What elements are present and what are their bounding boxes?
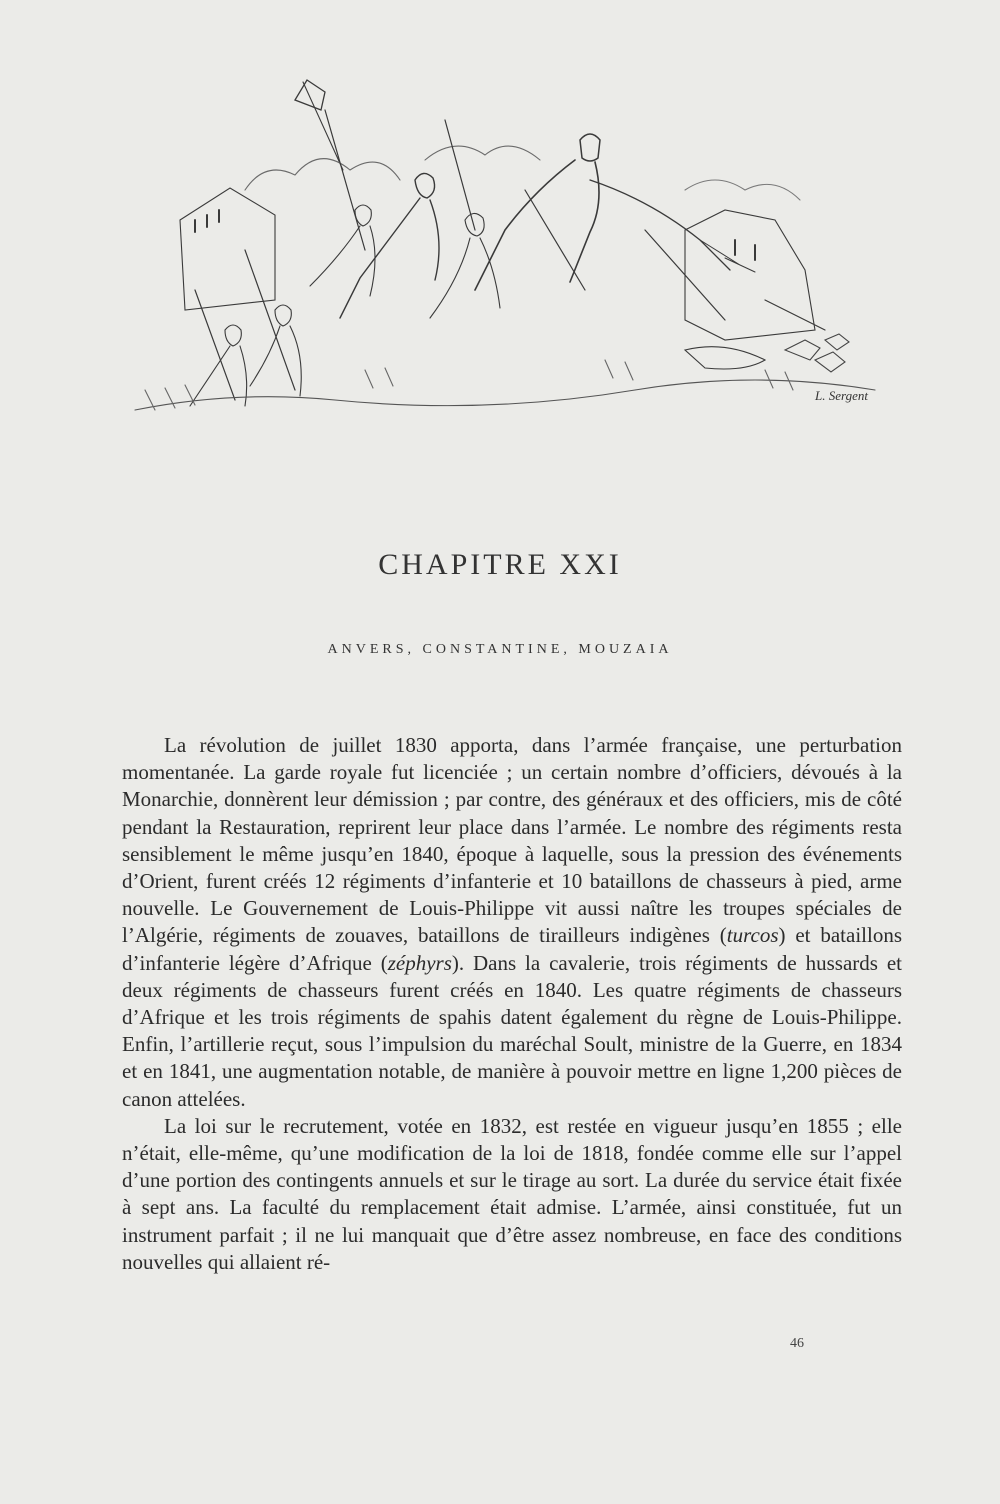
chapter-title: CHAPITRE XXI <box>378 548 622 581</box>
paragraph-2-text: La loi sur le recrutement, votée en 1832, est restée en vigueur jusqu’en 1855 ; elle n’était, elle-même, qu’une modification de la loi de 1818, fondée comme elle sur l’appel d’une portion des contingents annuels et sur le tirage au sort. La durée du service était fixée à sept ans. La faculté du remplacement était admise. L’armée, ainsi constituée, fut un instrument parfait ; il ne lui manquait que d’être assez nombreuse, en face des conditions nouvelles qui allaient ré- <box>122 1113 902 1274</box>
paragraph-1 <box>122 732 902 1113</box>
paragraph-1-text-a: La révolution de juillet 1830 apporta, dans l’armée française, une perturbation momentanée. La garde royale fut licenciée ; un certain nombre d’officiers, dévoués à la Monarchie, donnèrent leur démission ; par contre, des généraux et des officiers, mis de côté pendant la Restauration, reprirent leur place dans l’armée. Le nombre des régiments resta sensiblement le même jusqu’en 1840, époque à laquelle, sous la pression des événements d’Orient, furent créés 12 régiments d’infanterie et 10 bataillons de chasseurs à pied, arme nouvelle. Le Gouvernement de Louis-Philippe vit aussi naître les troupes spéciales de l’Algérie, régiments de zouaves, bataillons de tirailleurs indigènes ( <box>122 733 902 948</box>
body-text <box>122 732 902 1276</box>
term-turcos: turcos <box>726 923 779 948</box>
paragraph-1-text-b: ) et bataillons d’infanterie légère d’Afrique ( <box>122 923 902 975</box>
paragraph-2 <box>122 1113 902 1276</box>
paragraph-1-text-c: ). Dans la cavalerie, trois régiments de hussards et deux régiments de chasseurs furent créés en 1840. Les quatre régiments de chasseurs d’Afrique et les trois régiments de spahis datent également du règne de Louis-Philippe. Enfin, l’artillerie reçut, sous l’impulsion du maréchal Soult, ministre de la Guerre, en 1834 et en 1841, une augmentation notable, de manière à pouvoir mettre en ligne 1,200 pièces de canon attelées. <box>122 950 903 1111</box>
chapter-subtitle: ANVERS, CONSTANTINE, MOUZAIA <box>327 642 673 657</box>
artist-signature: L. Sergent <box>815 388 868 403</box>
page-number: 46 <box>790 1336 804 1351</box>
battle-illustration <box>125 70 885 430</box>
term-zephyrs: zéphyrs <box>387 950 452 975</box>
